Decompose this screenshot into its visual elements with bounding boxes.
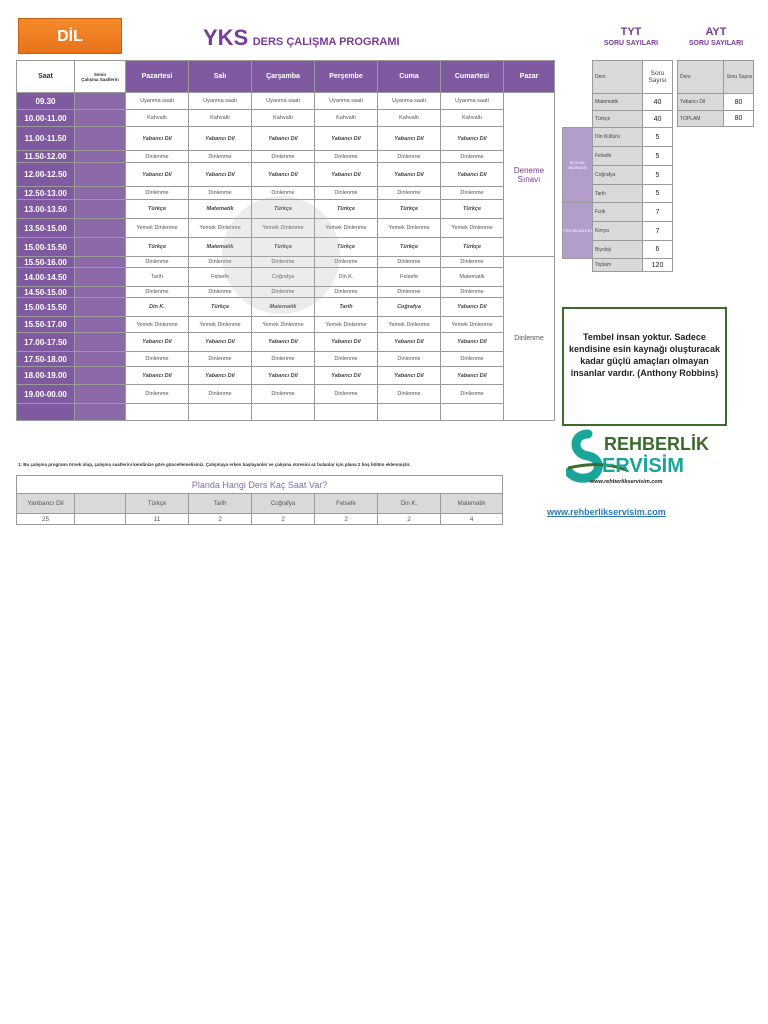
schedule-cell xyxy=(315,404,378,421)
motivation-quote: Tembel insan yoktur. Sadece kendisine esin kaynağı oluşturacak kadar güçlü amaçları olmayan insanlar vardır. (Anthony Robbins) xyxy=(562,307,727,426)
schedule-cell: Dinlenme xyxy=(126,257,189,268)
schedule-cell xyxy=(252,404,315,421)
tyt-spacer xyxy=(563,259,593,272)
schedule-cell: Dinlenme xyxy=(378,187,441,200)
schedule-table xyxy=(16,60,555,421)
tyt-row-soru: 7 xyxy=(643,222,673,241)
schedule-cell: Yemek Dinlenme xyxy=(126,317,189,333)
group-sosyal: SOSYAL BİLİMLER xyxy=(563,128,593,203)
tyt-row-soru: 5 xyxy=(643,128,673,147)
your-hours-cell[interactable] xyxy=(75,257,126,268)
ayt-row-soru: 80 xyxy=(724,94,754,111)
schedule-cell xyxy=(126,404,189,421)
schedule-cell: Yemek Dinlenme xyxy=(252,317,315,333)
tyt-row-soru: 6 xyxy=(643,241,673,259)
col-cumartesi: Cumartesi xyxy=(441,61,504,93)
your-hours-cell[interactable] xyxy=(75,404,126,421)
schedule-cell: Türkçe xyxy=(126,200,189,219)
schedule-row xyxy=(17,333,555,352)
your-hours-cell[interactable] xyxy=(75,238,126,257)
schedule-cell: Dinlenme xyxy=(441,287,504,298)
ayt-table xyxy=(677,60,754,127)
your-hours-cell[interactable] xyxy=(75,200,126,219)
your-hours-cell[interactable] xyxy=(75,93,126,110)
time-slot: 17.00-17.50 xyxy=(17,333,75,352)
schedule-cell: Dinlenme xyxy=(315,187,378,200)
schedule-cell: Yabancı Dil xyxy=(441,333,504,352)
schedule-cell xyxy=(189,404,252,421)
schedule-cell: Uyanma saati xyxy=(126,93,189,110)
schedule-cell: Dinlenme xyxy=(126,385,189,404)
schedule-cell: Türkçe xyxy=(441,238,504,257)
schedule-row xyxy=(17,268,555,287)
schedule-cell: Dinlenme xyxy=(189,287,252,298)
schedule-cell: Dinlenme xyxy=(441,151,504,163)
schedule-cell: Yabancı Dil xyxy=(315,333,378,352)
summary-value: 4 xyxy=(441,514,503,525)
ayt-row-ders: TOPLAM xyxy=(678,111,724,127)
schedule-row xyxy=(17,385,555,404)
summary-value: 2 xyxy=(378,514,441,525)
schedule-cell: Yabancı Dil xyxy=(189,127,252,151)
schedule-cell: Dinlenme xyxy=(378,287,441,298)
tyt-header xyxy=(596,26,666,47)
tyt-head-ders: Ders xyxy=(593,61,643,94)
col-senin-l2: Çalışma Saatlerin xyxy=(81,76,119,82)
tyt-sub: SORU SAYILARI xyxy=(603,40,659,47)
schedule-cell: Yabancı Dil xyxy=(126,127,189,151)
schedule-cell: Yabancı Dil xyxy=(126,163,189,187)
schedule-cell xyxy=(378,404,441,421)
your-hours-cell[interactable] xyxy=(75,367,126,385)
schedule-cell: Yabancı Dil xyxy=(252,367,315,385)
schedule-cell: Dinlenme xyxy=(252,352,315,367)
schedule-cell: Matematik xyxy=(189,238,252,257)
tyt-spacer xyxy=(563,111,593,128)
schedule-row xyxy=(17,110,555,127)
summary-value: 11 xyxy=(126,514,189,525)
schedule-row xyxy=(17,163,555,187)
your-hours-cell[interactable] xyxy=(75,333,126,352)
schedule-cell: Tarih xyxy=(315,298,378,317)
time-slot: 15.50-17.00 xyxy=(17,317,75,333)
schedule-cell: Yemek Dinlenme xyxy=(189,219,252,238)
schedule-row xyxy=(17,219,555,238)
schedule-cell: Türkçe xyxy=(378,238,441,257)
time-slot: 15.50-16.00 xyxy=(17,257,75,268)
schedule-cell: Matematik xyxy=(441,268,504,287)
schedule-row xyxy=(17,200,555,219)
schedule-cell: Dinlenme xyxy=(252,257,315,268)
time-slot: 19.00-00.00 xyxy=(17,385,75,404)
schedule-cell: Türkçe xyxy=(441,200,504,219)
website-link[interactable]: www.rehberlikservisim.com xyxy=(547,507,666,517)
logo-line2: ERVİSİM xyxy=(602,455,684,477)
schedule-cell: Dinlenme xyxy=(315,352,378,367)
schedule-cell: Matematik xyxy=(252,298,315,317)
summary-header: Tarih xyxy=(189,494,252,514)
time-slot: 13.00-13.50 xyxy=(17,200,75,219)
col-persembe: Perşembe xyxy=(315,61,378,93)
schedule-cell: Yabancı Dil xyxy=(189,163,252,187)
schedule-row xyxy=(17,298,555,317)
your-hours-cell[interactable] xyxy=(75,287,126,298)
col-cuma: Cuma xyxy=(378,61,441,93)
schedule-cell: Kahvaltı xyxy=(441,110,504,127)
tyt-row-ders: Türkçe xyxy=(593,111,643,128)
schedule-row xyxy=(17,238,555,257)
schedule-cell: Kahvaltı xyxy=(378,110,441,127)
schedule-row xyxy=(17,187,555,200)
your-hours-cell[interactable] xyxy=(75,151,126,163)
schedule-cell: Dinlenme xyxy=(441,187,504,200)
tyt-head-soru: Soru Sayısı xyxy=(643,61,673,94)
schedule-cell xyxy=(441,404,504,421)
schedule-cell: Yemek Dinlenme xyxy=(441,219,504,238)
schedule-cell: Kahvaltı xyxy=(252,110,315,127)
time-slot: 18.00-19.00 xyxy=(17,367,75,385)
schedule-cell: Türkçe xyxy=(378,200,441,219)
schedule-cell: Dinlenme xyxy=(441,257,504,268)
schedule-cell: Uyanma saati xyxy=(252,93,315,110)
schedule-cell: Yabancı Dil xyxy=(126,367,189,385)
schedule-cell: Dinlenme xyxy=(315,287,378,298)
tyt-table xyxy=(562,60,673,272)
schedule-cell: Yemek Dinlenme xyxy=(252,219,315,238)
time-slot: 12.00-12.50 xyxy=(17,163,75,187)
schedule-cell: Yemek Dinlenme xyxy=(315,219,378,238)
schedule-cell: Türkçe xyxy=(252,200,315,219)
schedule-cell: Dinlenme xyxy=(378,257,441,268)
schedule-cell: Dinlenme xyxy=(315,151,378,163)
ayt-label: AYT xyxy=(705,26,727,38)
schedule-row xyxy=(17,127,555,151)
schedule-cell: Yemek Dinlenme xyxy=(189,317,252,333)
schedule-cell: Felsefe xyxy=(378,268,441,287)
schedule-cell: Kahvaltı xyxy=(189,110,252,127)
your-hours-cell[interactable] xyxy=(75,317,126,333)
col-sali: Salı xyxy=(189,61,252,93)
your-hours-cell[interactable] xyxy=(75,298,126,317)
schedule-cell: Dinlenme xyxy=(126,287,189,298)
your-hours-cell[interactable] xyxy=(75,385,126,404)
schedule-cell: Dinlenme xyxy=(378,385,441,404)
schedule-cell: Dinlenme xyxy=(126,352,189,367)
tyt-row-ders: Biyoloji xyxy=(593,241,643,259)
time-slot: 09.30 xyxy=(17,93,75,110)
schedule-cell: Coğrafya xyxy=(252,268,315,287)
your-hours-cell[interactable] xyxy=(75,352,126,367)
schedule-cell: Coğrafya xyxy=(378,298,441,317)
schedule-cell: Yemek Dinlenme xyxy=(126,219,189,238)
tyt-row-ders: Toplam xyxy=(593,259,643,272)
schedule-cell: Uyanma saati xyxy=(441,93,504,110)
schedule-cell: Türkçe xyxy=(126,238,189,257)
schedule-cell: Yabancı Dil xyxy=(252,333,315,352)
schedule-cell: Dinlenme xyxy=(252,287,315,298)
schedule-cell: Dinlenme xyxy=(126,151,189,163)
col-senin xyxy=(75,61,126,93)
your-hours-cell[interactable] xyxy=(75,268,126,287)
your-hours-cell[interactable] xyxy=(75,219,126,238)
schedule-cell: Yabancı Dil xyxy=(441,127,504,151)
tyt-label: TYT xyxy=(620,26,642,38)
schedule-cell: Yabancı Dil xyxy=(189,333,252,352)
pazar-dinlenme: Dinlenme xyxy=(504,257,555,421)
schedule-cell: Yabancı Dil xyxy=(189,367,252,385)
schedule-cell: Yabancı Dil xyxy=(252,163,315,187)
title-yks: YKS xyxy=(203,25,249,50)
schedule-cell: Dinlenme xyxy=(441,352,504,367)
schedule-cell: Türkçe xyxy=(315,200,378,219)
tyt-spacer xyxy=(563,94,593,111)
col-senin-l1: Senin xyxy=(93,71,107,77)
schedule-cell: Dinlenme xyxy=(252,385,315,404)
schedule-row xyxy=(17,151,555,163)
page-title xyxy=(203,25,400,51)
tyt-row-ders: Matematik xyxy=(593,94,643,111)
schedule-cell: Uyanma saati xyxy=(378,93,441,110)
tyt-row-soru: 5 xyxy=(643,147,673,166)
schedule-cell: Yabancı Dil xyxy=(441,163,504,187)
tyt-row-ders: Fizik xyxy=(593,203,643,222)
tyt-row-soru: 120 xyxy=(643,259,673,272)
schedule-cell: Yemek Dinlenme xyxy=(378,219,441,238)
tyt-row-soru: 40 xyxy=(643,111,673,128)
ayt-sub: SORU SAYILARI xyxy=(688,40,744,47)
your-hours-cell[interactable] xyxy=(75,187,126,200)
tyt-row-soru: 5 xyxy=(643,185,673,203)
schedule-cell: Dinlenme xyxy=(126,187,189,200)
schedule-cell: Din K. xyxy=(315,268,378,287)
tyt-row-ders: Din Kültürü xyxy=(593,128,643,147)
tyt-row-soru: 40 xyxy=(643,94,673,111)
ayt-row-soru: 80 xyxy=(724,111,754,127)
tyt-row-soru: 5 xyxy=(643,166,673,185)
your-hours-cell[interactable] xyxy=(75,127,126,151)
summary-title: Planda Hangi Ders Kaç Saat Var? xyxy=(17,476,503,494)
schedule-row xyxy=(17,317,555,333)
schedule-row xyxy=(17,93,555,110)
schedule-cell: Dinlenme xyxy=(252,187,315,200)
schedule-cell: Uyanma saati xyxy=(315,93,378,110)
pazar-deneme: Deneme Sınavı xyxy=(504,93,555,257)
time-slot: 14.00-14.50 xyxy=(17,268,75,287)
summary-value xyxy=(75,514,126,525)
schedule-cell: Yabancı Dil xyxy=(315,367,378,385)
time-slot: 13.50-15.00 xyxy=(17,219,75,238)
schedule-cell: Dinlenme xyxy=(441,385,504,404)
summary-table xyxy=(16,475,503,525)
schedule-cell: Dinlenme xyxy=(378,151,441,163)
col-pazartesi: Pazartesi xyxy=(126,61,189,93)
summary-header xyxy=(75,494,126,514)
summary-header: Coğrafya xyxy=(252,494,315,514)
schedule-cell: Dinlenme xyxy=(189,187,252,200)
ayt-head-soru: Soru Sayısı xyxy=(724,61,754,94)
schedule-cell: Yabancı Dil xyxy=(315,127,378,151)
schedule-cell: Matematik xyxy=(189,200,252,219)
time-slot: 11.00-11.50 xyxy=(17,127,75,151)
schedule-cell: Yemek Dinlenme xyxy=(315,317,378,333)
schedule-cell: Türkçe xyxy=(252,238,315,257)
schedule-cell: Din K. xyxy=(126,298,189,317)
schedule-cell: Dinlenme xyxy=(189,352,252,367)
program-type-badge: DİL xyxy=(18,18,122,54)
schedule-cell: Dinlenme xyxy=(189,257,252,268)
time-slot: 10.00-11.00 xyxy=(17,110,75,127)
summary-value: 2 xyxy=(189,514,252,525)
ayt-head-ders: Ders xyxy=(678,61,724,94)
schedule-cell: Yabancı Dil xyxy=(252,127,315,151)
tyt-row-ders: Felsefe xyxy=(593,147,643,166)
schedule-row xyxy=(17,404,555,421)
schedule-cell: Yabancı Dil xyxy=(315,163,378,187)
schedule-cell: Dinlenme xyxy=(189,151,252,163)
schedule-row xyxy=(17,367,555,385)
tyt-row-ders: Tarih xyxy=(593,185,643,203)
summary-value: 2 xyxy=(315,514,378,525)
schedule-cell: Yabancı Dil xyxy=(126,333,189,352)
logo-line1: REHBERLİK xyxy=(604,434,710,454)
schedule-cell: Türkçe xyxy=(189,298,252,317)
schedule-header-row xyxy=(17,61,555,93)
schedule-row xyxy=(17,257,555,268)
schedule-cell: Yabancı Dil xyxy=(441,298,504,317)
schedule-cell: Yabancı Dil xyxy=(441,367,504,385)
schedule-cell: Dinlenme xyxy=(315,257,378,268)
summary-header: Din K. xyxy=(378,494,441,514)
schedule-cell: Yemek Dinlenme xyxy=(378,317,441,333)
your-hours-cell[interactable] xyxy=(75,163,126,187)
ayt-header xyxy=(681,26,751,47)
col-carsamba: Çarşamba xyxy=(252,61,315,93)
time-slot: 17.50-18.00 xyxy=(17,352,75,367)
title-subtitle: DERS ÇALIŞMA PROGRAMI xyxy=(252,36,400,48)
summary-header: Felsefe xyxy=(315,494,378,514)
time-slot: 14.50-15.00 xyxy=(17,287,75,298)
logo-url: www.rehberlikservisim.com xyxy=(590,479,663,485)
time-slot xyxy=(17,404,75,421)
schedule-cell: Uyanma saati xyxy=(189,93,252,110)
schedule-cell: Türkçe xyxy=(315,238,378,257)
schedule-cell: Yabancı Dil xyxy=(378,333,441,352)
col-pazar: Pazar xyxy=(504,61,555,93)
time-slot: 15.00-15.50 xyxy=(17,298,75,317)
time-slot: 12.50-13.00 xyxy=(17,187,75,200)
schedule-cell: Dinlenme xyxy=(378,352,441,367)
summary-header: Matematik xyxy=(441,494,503,514)
schedule-row xyxy=(17,287,555,298)
time-slot: 15.00-15.50 xyxy=(17,238,75,257)
tyt-row-ders: Kimya xyxy=(593,222,643,241)
summary-value: 2 xyxy=(252,514,315,525)
schedule-cell: Yabancı Dil xyxy=(378,163,441,187)
schedule-row xyxy=(17,352,555,367)
footnote: 1: Bu çalışma programı örnek olup, çalışma saatlerini kendinize göre güncellemelisiniz. Çalışmaya erken başlayanlar ve çalışma süresini az bulanlar için plana 2 boş bölüm eklenmiştir. xyxy=(18,462,411,467)
ayt-row-ders: Yabancı Dil xyxy=(678,94,724,111)
schedule-cell: Kahvaltı xyxy=(126,110,189,127)
schedule-cell: Yabancı Dil xyxy=(378,127,441,151)
schedule-cell: Yabancı Dil xyxy=(378,367,441,385)
tyt-row-ders: Coğrafya xyxy=(593,166,643,185)
your-hours-cell[interactable] xyxy=(75,110,126,127)
summary-value: 25 xyxy=(17,514,75,525)
schedule-cell: Dinlenme xyxy=(189,385,252,404)
schedule-cell: Dinlenme xyxy=(315,385,378,404)
time-slot: 11.50-12.00 xyxy=(17,151,75,163)
schedule-cell: Felsefe xyxy=(189,268,252,287)
col-saat: Saat xyxy=(17,61,75,93)
schedule-cell: Tarih xyxy=(126,268,189,287)
schedule-cell: Dinlenme xyxy=(252,151,315,163)
schedule-cell: Yemek Dinlenme xyxy=(441,317,504,333)
summary-header: Türkçe xyxy=(126,494,189,514)
schedule-cell: Kahvaltı xyxy=(315,110,378,127)
tyt-spacer xyxy=(563,61,593,94)
summary-header: Yanbancı Dil xyxy=(17,494,75,514)
group-fen: FEN BİLİMLERİ xyxy=(563,203,593,259)
tyt-row-soru: 7 xyxy=(643,203,673,222)
